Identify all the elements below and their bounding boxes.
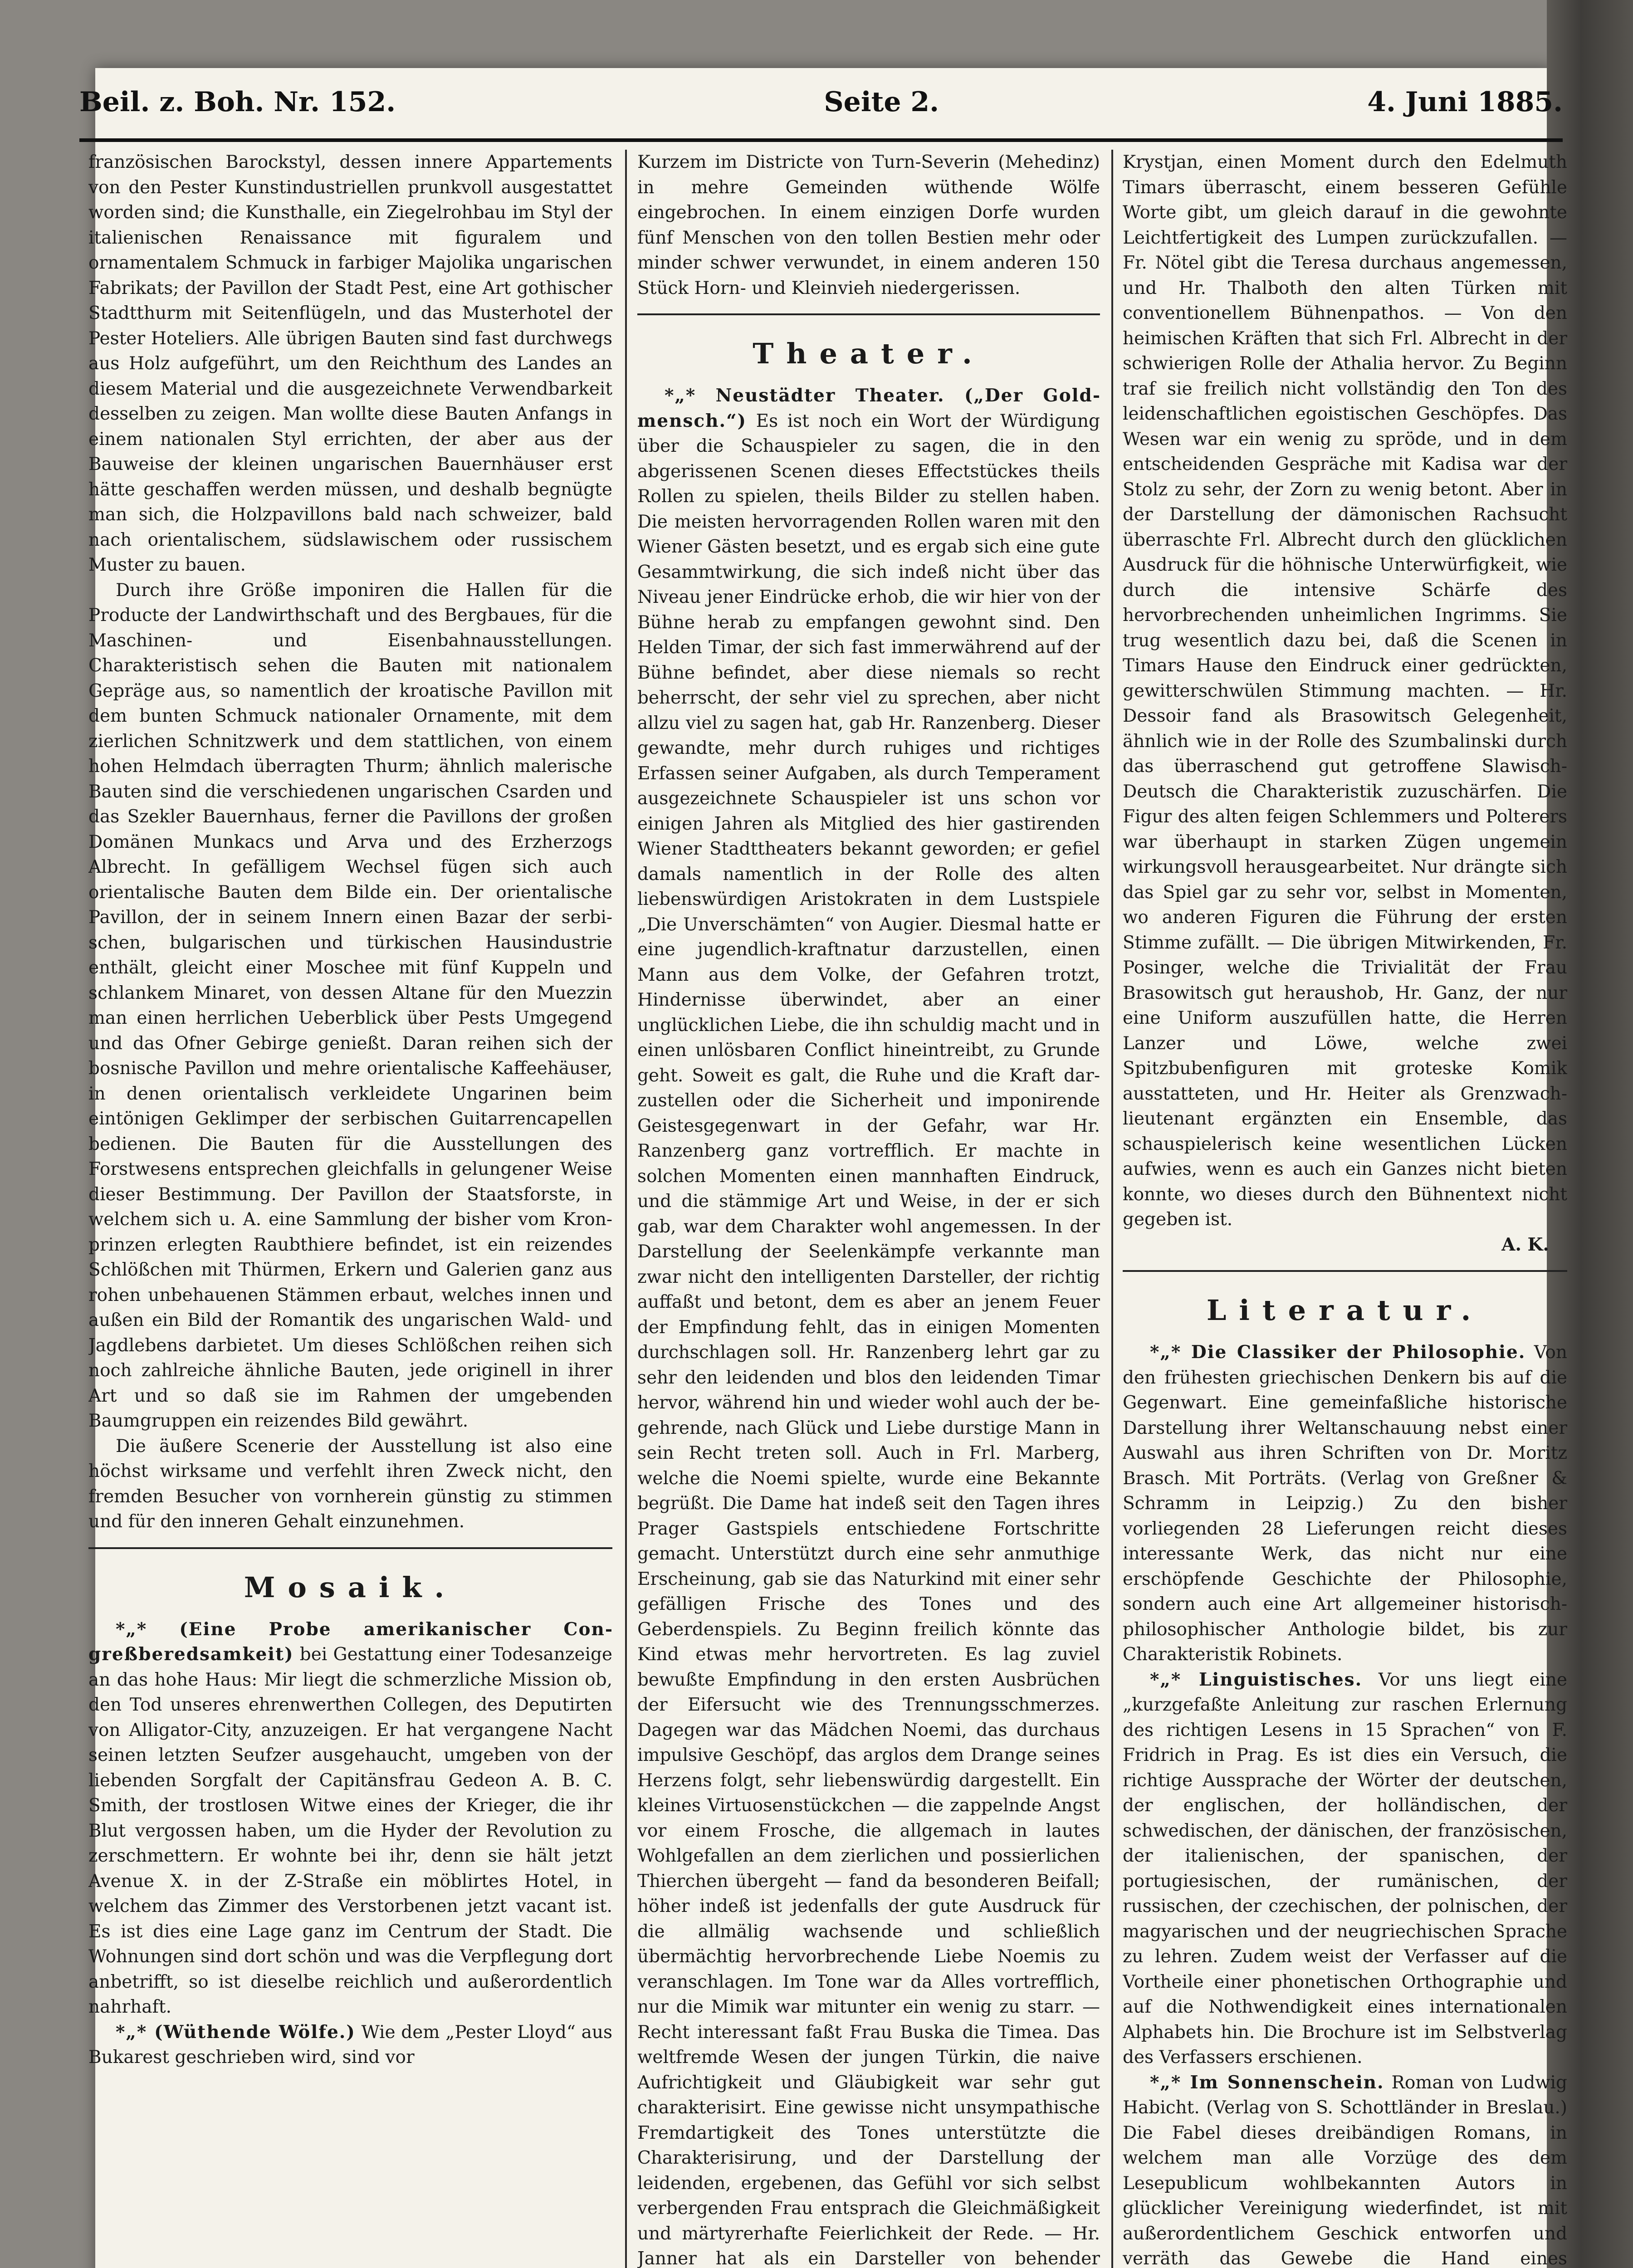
news-item [1123,1340,1567,1667]
news-item [88,2020,612,2070]
item-lead: *„* Neustädter Theater. („Der Goldmensch.“) [637,385,1100,431]
article-paragraph: Kurzem im Districte von Turn-Severin (Mehedinz) in mehre Gemeinden wüthende Wölfe eingebrochen. In einem einzigen Dorfe wurden fünf Menschen von den tollen Bestien mehr oder minder schwer verwundet, in einem anderen 150 Stück Horn- und Kleinvieh niedergerissen. [637,152,1100,298]
article-paragraph: französischen Barockstyl, dessen innere Appartements von den Pester Kunstindustriellen prunkvoll ausgestattet worden sind; die Kunsthalle, ein Ziegelrohbau im Styl der italienischen Renaissance mit figuralem und ornamentalem Schmuck in farbiger Majolika ungarischen Fabrikats; der Pavillon der Stadt Pest, eine Art gothischer Stadtthurm mit Seitenflügeln, und das Musterhotel der Pester Hoteliers. Alle übrigen Bauten sind fast durchwegs aus Holz aufgeführt, um den Reichthum des Landes an diesem Material und die ausgezeichnete Verwendbarkeit desselben zu zeigen. Man wollte diese Bauten Anfangs in einem nationalen Styl errichten, der aber aus der Bauweise der kleinen ungarischen Bauernhäuser erst hätte geschaffen werden müssen, und deshalb begnügte man sich, die Holzpavillons bald nach schweizer, bald nach orientalischem, südslawischem oder russischem Muster zu bauen. [88,152,612,575]
item-text: Roman von Ludwig Habicht. (Verlag von S. Schottländer in Breslau.) Die Fabel dieses dreibändigen Romans, in welchem man alle Vorzüge des dem Lesepublicum wohlbekannten Autors in glücklicher Vereinigung wiederfindet, ist mit außerordentlichem Geschick entworfen und verräth das Gewebe die Hand eines [1123,2072,1567,2268]
column-1 [88,150,612,2268]
header-page-number: Seite 2. [824,86,939,118]
column-3 [1123,150,1567,2268]
column-rule [1111,150,1113,2268]
section-title-mosaik: Mosaik. [244,1570,457,1604]
section-divider [1123,1270,1567,1272]
item-lead: *„* (Eine Probe amerikanischer Congreßberedsamkeit) [88,1618,612,1665]
item-lead: *„* (Wüthende Wölfe.) [116,2021,356,2043]
item-lead: *„* Linguistisches. [1150,1669,1363,1690]
item-lead: *„* Im Sonnenschein. [1150,2072,1384,2093]
section-title-theater: Theater. [753,337,985,370]
column-rule [625,150,627,2268]
article-paragraph: Durch ihre Größe imponiren die Hallen für die Producte der Landwirthschaft und des Bergbaues, für die Maschinen- und Eisenbahnausstellungen. Charakteristisch sehen die Bauten mit nationalem Gepräge aus, so namentlich der kroatische Pavillon mit dem bunten Schmuck nationaler Ornamente, mit dem zierlichen Schnitzwerk und dem stattlichen, von einem hohen Helmdach überragten Thurm; ähnlich malerische Bauten sind die verschiedenen ungarischen Csarden und das Szekler Bauernhaus, ferner die Pavillons der großen Domänen Munkacs und Arva und des Erzherzogs Albrecht. In gefälligem Wechsel fügen sich auch orientalische Bauten dem Bilde ein. Der orientalische Pavillon, der in seinem Innern einen Bazar der serbischen, bulgarischen und türkischen Hausindustrie enthält, gleicht einer Moschee mit fünf Kuppeln und schlankem Minaret, von dessen Altane für den Muezzin man einen herrlichen Ueberblick über Pests Umgegend und das Ofner Gebirge genießt. Daran reihen sich der bosnische Pavillon und mehre orientalische Kaffeehäuser, in denen orientalisch verkleidete Ungarinen beim eintönigen Geklimper der serbischen Guitarrencapellen bedienen. Die Bauten für die Ausstellungen des Forstwesens entsprechen gleichfalls in gelungener Weise dieser Bestimmung. Der Pavillon der Staatsforste, in welchem sich u. A. eine Sammlung der bisher vom Kronprinzen erlegten Raubthiere befindet, ist ein reizendes Schlößchen mit Thürmen, Erkern und Galerien ganz aus rohen unbehauenen Stämmen erbaut, welches innen und außen ein Bild der Romantik des ungarischen Wald- und Jagdlebens darbietet. Um dieses Schlößchen reihen sich noch zahlreiche ähnliche Bauten, jede originell in ihrer Art und so daß sie im Rahmen der umgebenden Baumgruppen ein reizendes Bild gewährt. [88,580,612,1431]
item-text: Von den frühesten griechischen Denkern bis auf die Gegenwart. Eine gemeinfaßliche historische Darstellung ihrer Weltanschauung nebst einer Auswahl aus ihren Schriften von Dr. Moritz Brasch. Mit Porträts. (Verlag von Greßner & Schramm in Leipzig.) Zu den bisher vorliegenden 28 Lieferungen reicht dieses interessante Werk, das nicht nur eine erschöpfende Geschichte der Philosophie, sondern auch eine Art allgemeiner historisch-philosophischer Anthologie bildet, bis zur Charakteristik Robinets. [1123,1342,1567,1665]
news-item [88,1617,612,2020]
item-text: Wie dem „Pester Lloyd“ aus Bukarest geschrieben wird, sind vor [88,2022,612,2068]
item-lead: *„* Die Classiker der Philosophie. [1150,1342,1526,1363]
author-signature: A. K. [1501,1234,1549,1255]
article-paragraph: Die äußere Scenerie der Ausstellung ist also eine höchst wirksame und verfehlt ihren Zweck nicht, den fremden Besucher von vornherein günstig zu stimmen und für den inneren Gehalt einzunehmen. [88,1436,612,1532]
page-header [79,50,1563,118]
section-divider [637,313,1100,315]
header-rule [79,138,1563,142]
column-2 [637,150,1100,2268]
item-text: Es ist noch ein Wort der Würdigung über die Schauspieler zu sagen, die in den abgerissenen Scenen dieses Effectstückes theils Rollen zu spielen, theils Bilder zu stellen haben. Die meisten hervorragenden Rollen waren mit den Wiener Gästen besetzt, und es ergab sich eine gute Gesammtwirkung, die sich indeß nicht über das Niveau jener Eindrücke erhob, die wir hier von der Bühne herab zu empfangen gewohnt sind. Den Helden Timar, der sich fast immerwährend auf der Bühne befindet, aber diese niemals so recht beherrscht, der sehr viel zu sprechen, aber nicht allzu viel zu sagen hat, gab Hr. Ranzenberg. Dieser gewandte, mehr durch ruhiges und richtiges Erfassen seiner Aufgaben, als durch Temperament ausgezeichnete Schauspieler ist uns schon vor einigen Jahren als Mitglied des hier gastirenden Wiener Stadttheaters bekannt geworden; er gefiel damals namentlich in der Rolle des alten liebenswürdigen Aristokraten in dem Lustspiele „Die Unverschämten“ von Augier. Diesmal hatte er eine jugendlich-kraftnatur darzustellen, einen Mann aus dem Volke, der Gefahren trotzt, Hindernisse überwindet, aber an einer unglücklichen Liebe, die ihn schuldig macht und in einen unlösbaren Conflict hineintreibt, zu Grunde geht. Soweit es galt, die Ruhe und die Kraft darzustellen oder die Sicherheit und imponirende Geistesgegenwart in der Gefahr, war Hr. Ranzenberg ganz vortrefflich. Er machte in solchen Momenten einen mannhaften Eindruck, und die stämmige Art und Weise, in der er sich gab, war dem Charakter wohl angemessen. In der Darstellung der Seelenkämpfe verkannte man zwar nicht den intelligenten Darsteller, der richtig auffaßt und betont, dem es aber an jenem Feuer der Empfindung fehlt, das in einigen Momenten durchschlagen soll. Hr. Ranzenberg lehrt gar zu sehr den leidenden und blos den leidenden Timar hervor, während hin und wieder wohl auch der begehrende, nach Glück und Liebe durstige Mann in sein Recht treten soll. Auch in Frl. Marberg, welche die Noemi spielte, wurde eine Bekannte begrüßt. Die Dame hat indeß seit den Tagen ihres Prager Gastspiels entschiedene Fortschritte gemacht. Unterstützt durch eine sehr anmuthige Erscheinung, gab sie das Naturkind mit einer sehr gefälligen Frische des Tones und des Geberdenspiels. Zu Beginn freilich könnte das Kind etwas mehr hervortreten. Es lag zuviel bewußte Empfindung in den ersten Ausbrüchen der Eifersucht wie des Trennungsschmerzes. Dagegen war das Mädchen Noemi, das durchaus impulsive Geschöpf, das arglos dem Drange seines Herzens folgt, sehr liebenswürdig dargestellt. Ein kleines Virtuosenstückchen — die zappelnde Angst vor einem Frosche, die allgemach in lautes Wohlgefallen an dem zierlichen und possierlichen Thierchen übergeht — fand da besonderen Beifall; höher indeß ist jedenfalls der gute Ausdruck für die allmälig wachsende und schließlich übermächtig hervorbrechende Liebe Noemis zu veranschlagen. Im Tone war da Alles vortrefflich, nur die Mimik war mitunter ein wenig zu starr. — Recht interessant faßt Frau Buska die Timea. Das weltfremde Wesen der jungen Türkin, die naive Aufrichtigkeit und Gläubigkeit war sehr gut charakterisirt. Eine gewisse nicht unsympathische Fremdartigkeit des Tones unterstützte die Charakterisirung, und der Darstellung der leidenden, ergebenen, das Gefühl vor sich selbst verbergenden Frau entsprach die Gleichmäßigkeit und märtyrerhafte Feierlichkeit der Rede. — Hr. Janner hat als ein Darsteller von behender [637,411,1100,2268]
news-item [1123,1667,1567,2070]
news-item [1123,2070,1567,2268]
item-text: bei Gestattung einer Todesanzeige an das hohe Haus: Mir liegt die schmerzliche Mission ob, den Tod unseres ehrenwerthen Collegen, des Deputirten von Alligator-City, anzuzeigen. Er hat vergangene Nacht seinen letzten Seufzer ausgehaucht, umgeben von der liebenden Sorgfalt der Capitänsfrau Gedeon A. B. C. Smith, der trostlosen Witwe eines der Krieger, die ihr Blut vergossen haben, um die Hyder der Revolution zu zerschmettern. Er wohnte bei ihr, denn sie hält jetzt Avenue X. in der Z-Straße ein möblirtes Hotel, in welchem das Zimmer des Verstorbenen jetzt vacant ist. Es ist dies eine Lage ganz im Centrum der Stadt. Die Wohnungen sind dort schön und was die Verpflegung dort anbetrifft, so ist dieselbe reichlich und außerordentlich nahrhaft. [88,1644,612,2017]
news-item [637,383,1100,2268]
section-divider [88,1547,612,1549]
header-issue: Beil. z. Boh. Nr. 152. [79,86,396,118]
header-date: 4. Juni 1885. [1367,86,1563,118]
article-paragraph: Krystjan, einen Moment durch den Edelmuth Timars überrascht, einem besseren Gefühle Worte gibt, um gleich darauf in die gewohnte Leichtfertigkeit des Lumpen zurückzufallen. — Fr. Nötel gibt die Teresa durchaus angemessen, und Hr. Thalboth den alten Türken mit conventionellem Bühnenpathos. — Von den heimischen Kräften that sich Frl. Albrecht in der schwierigen Rolle der Athalia hervor. Zu Beginn traf sie freilich nicht vollständig den Ton des leidenschaftlichen egoistischen Geschöpfes. Das Wesen war ein wenig zu spröde, und in dem entscheidenden Gespräche mit Kadisa war der Stolz zu sehr, der Zorn zu wenig betont. Aber in der Darstellung der dämonischen Rachsucht überraschte Frl. Albrecht durch den glücklichen Ausdruck für die höhnische Unterwürfigkeit, wie durch die intensive Schärfe des hervorbrechenden unheimlichen Ingrimms. Sie trug wesentlich dazu bei, daß die Scenen in Timars Hause den Eindruck einer gedrückten, gewitterschwülen Stimmung machten. — Hr. Dessoir fand als Brasowitsch Gelegenheit, ähnlich wie in der Rolle des Szumbalinski durch das überraschend gut getroffene SlawischDeutsch die Charakteristik zuzuschärfen. Die Figur des alten feigen Schlemmers und Polterers war überhaupt in starken Zügen ungemein wirkungsvoll herausgearbeitet. Nur drängte sich das Spiel gar zu sehr vor, selbst in Momenten, wo anderen Figuren die Führung der ersten Stimme zufällt. — Die übrigen Mitwirkenden, Fr. Posinger, welche die Trivialität der Frau Brasowitsch gut heraushob, Hr. Ganz, der nur eine Uniform auszufüllen hatte, die Herren Lanzer und Löwe, welche zwei Spitzbubenfiguren mit groteske Komik ausstatteten, und Hr. Heiter als Grenzwachlieutenant ergänzten ein Ensemble, das schauspielerisch keine wesentlichen Lücken aufwies, wenn es auch ein Ganzes nicht bieten konnte, wo dieses durch den Bühnentext nicht gegeben ist. [1123,152,1567,1230]
section-title-literatur: Literatur. [1206,1294,1484,1327]
item-text: Vor uns liegt eine „kurzgefaßte Anleitung zur raschen Erlernung des richtigen Lesens in 15 Sprachen“ von F. Fridrich in Prag. Es ist dies ein Versuch, die richtige Aussprache der Wörter der deutschen, der englischen, der holländischen, der schwedischen, der dänischen, der französischen, der italienischen, der spanischen, der portugiesischen, der rumänischen, der russischen, der czechischen, der polnischen, der magyarischen und der neugriechischen Sprache zu lehren. Zudem weist der Verfasser auf die Vortheile einer phonetischen Orthographie und auf die Nothwendigkeit eines internationalen Alphabets hin. Die Brochure ist im Selbstverlag des Verfassers erschienen. [1123,1669,1567,2068]
